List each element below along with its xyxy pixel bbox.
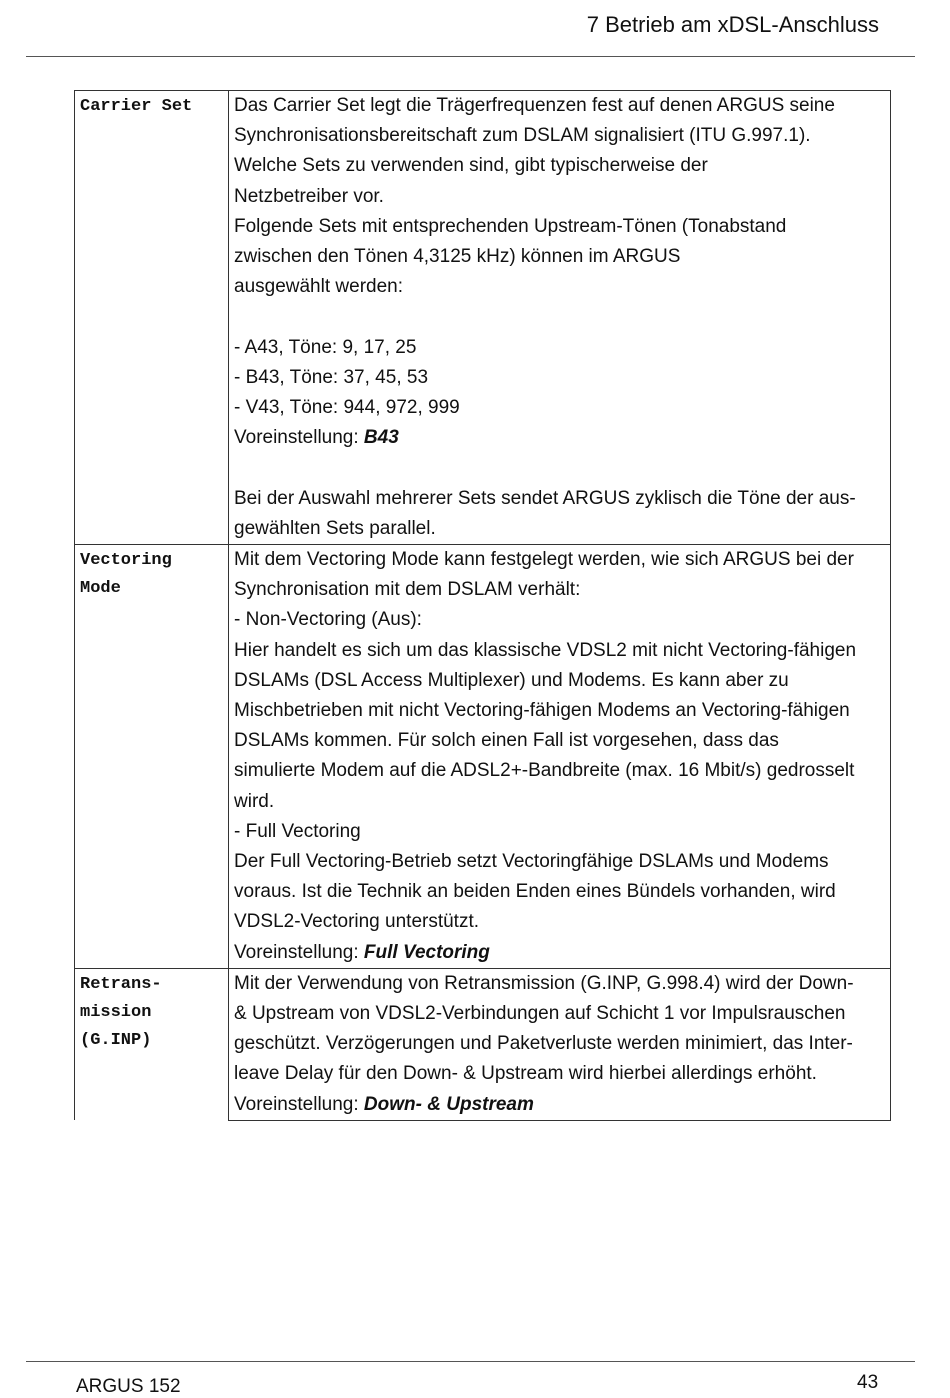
term-cell: [75, 545, 229, 969]
description-line: - Full Vectoring: [234, 820, 361, 842]
footer-divider: [26, 1361, 915, 1362]
description-cell: [229, 91, 891, 545]
description-line: leave Delay für den Down- & Upstream wird hierbei allerdings erhöht.: [234, 1063, 817, 1085]
page-header: [26, 0, 915, 57]
term-line: Mode: [80, 579, 121, 599]
description-line: Welche Sets zu verwenden sind, gibt typischerweise der: [234, 155, 708, 177]
description-line: simulierte Modem auf die ADSL2+-Bandbreite (max. 16 Mbit/s) gedrosselt: [234, 760, 855, 782]
term-line: Retrans-: [80, 974, 162, 994]
description-line: zwischen den Tönen 4,3125 kHz) können im ARGUS: [234, 246, 681, 268]
default-label: Voreinstellung:: [234, 941, 364, 963]
description-line: [234, 453, 884, 483]
description-cell: [229, 545, 891, 969]
term-line: mission: [80, 1002, 152, 1022]
description-line: Mit der Verwendung von Retransmission (G.INP, G.998.4) wird der Down-: [234, 972, 854, 994]
table-row: [75, 545, 891, 969]
description-cell: [229, 968, 891, 1120]
product-name: ARGUS 152: [76, 1376, 181, 1397]
table-row: [75, 968, 891, 1120]
description-line: DSLAMs (DSL Access Multiplexer) und Modems. Es kann aber zu: [234, 669, 789, 691]
description-line: gewählten Sets parallel.: [234, 517, 436, 539]
description-line: ausgewählt werden:: [234, 276, 403, 298]
term-line: Vectoring: [80, 551, 172, 571]
description-line: - Non-Vectoring (Aus):: [234, 609, 422, 631]
default-setting: [234, 1090, 884, 1120]
description-line: Netzbetreiber vor.: [234, 185, 384, 207]
default-value: Down- & Upstream: [363, 1093, 534, 1115]
default-value: B43: [363, 427, 399, 449]
description-line: Mischbetrieben mit nicht Vectoring-fähigen Modems an Vectoring-fähigen: [234, 700, 850, 722]
description-line: Mit dem Vectoring Mode kann festgelegt werden, wie sich ARGUS bei der: [234, 549, 854, 571]
description-line: Der Full Vectoring-Betrieb setzt Vectoringfähige DSLAMs und Modems: [234, 851, 829, 873]
description-line: wird.: [234, 790, 275, 812]
description-line: - B43, Töne: 37, 45, 53: [234, 366, 429, 388]
description-line: Bei der Auswahl mehrerer Sets sendet ARGUS zyklisch die Töne der aus-: [234, 487, 856, 509]
default-setting: [234, 423, 884, 453]
default-value: Full Vectoring: [363, 941, 490, 963]
table-row: [75, 91, 891, 545]
term-line: Carrier Set: [80, 97, 193, 116]
term-line: (G.INP): [80, 1030, 152, 1050]
description-line: Folgende Sets mit entsprechenden Upstream-Tönen (Tonabstand: [234, 215, 787, 237]
description-line: Synchronisation mit dem DSLAM verhält:: [234, 579, 581, 601]
description-line: - V43, Töne: 944, 972, 999: [234, 397, 460, 419]
description-line: VDSL2-Vectoring unterstützt.: [234, 911, 480, 933]
description-line: geschützt. Verzögerungen und Paketverluste werden minimiert, das Inter-: [234, 1033, 853, 1055]
page-number: 43: [857, 1372, 879, 1393]
description-line: Das Carrier Set legt die Trägerfrequenzen fest auf denen ARGUS seine: [234, 95, 835, 116]
term-cell: [75, 91, 229, 545]
description-line: Hier handelt es sich um das klassische VDSL2 mit nicht Vectoring-fähigen: [234, 639, 857, 661]
default-label: Voreinstellung:: [234, 1093, 364, 1115]
description-line: DSLAMs kommen. Für solch einen Fall ist vorgesehen, dass das: [234, 730, 779, 752]
description-line: & Upstream von VDSL2-Verbindungen auf Schicht 1 vor Impulsrauschen: [234, 1003, 846, 1025]
term-cell: [75, 968, 229, 1120]
chapter-title: 7 Betrieb am xDSL-Anschluss: [586, 12, 879, 37]
description-line: voraus. Ist die Technik an beiden Enden eines Bündels vorhanden, wird: [234, 881, 836, 903]
parameter-table: [74, 90, 891, 1121]
default-setting: [234, 938, 884, 968]
description-line: Synchronisationsbereitschaft zum DSLAM signalisiert (ITU G.997.1).: [234, 125, 811, 147]
description-line: [234, 302, 884, 332]
description-line: - A43, Töne: 9, 17, 25: [234, 336, 417, 358]
default-label: Voreinstellung:: [234, 427, 364, 449]
